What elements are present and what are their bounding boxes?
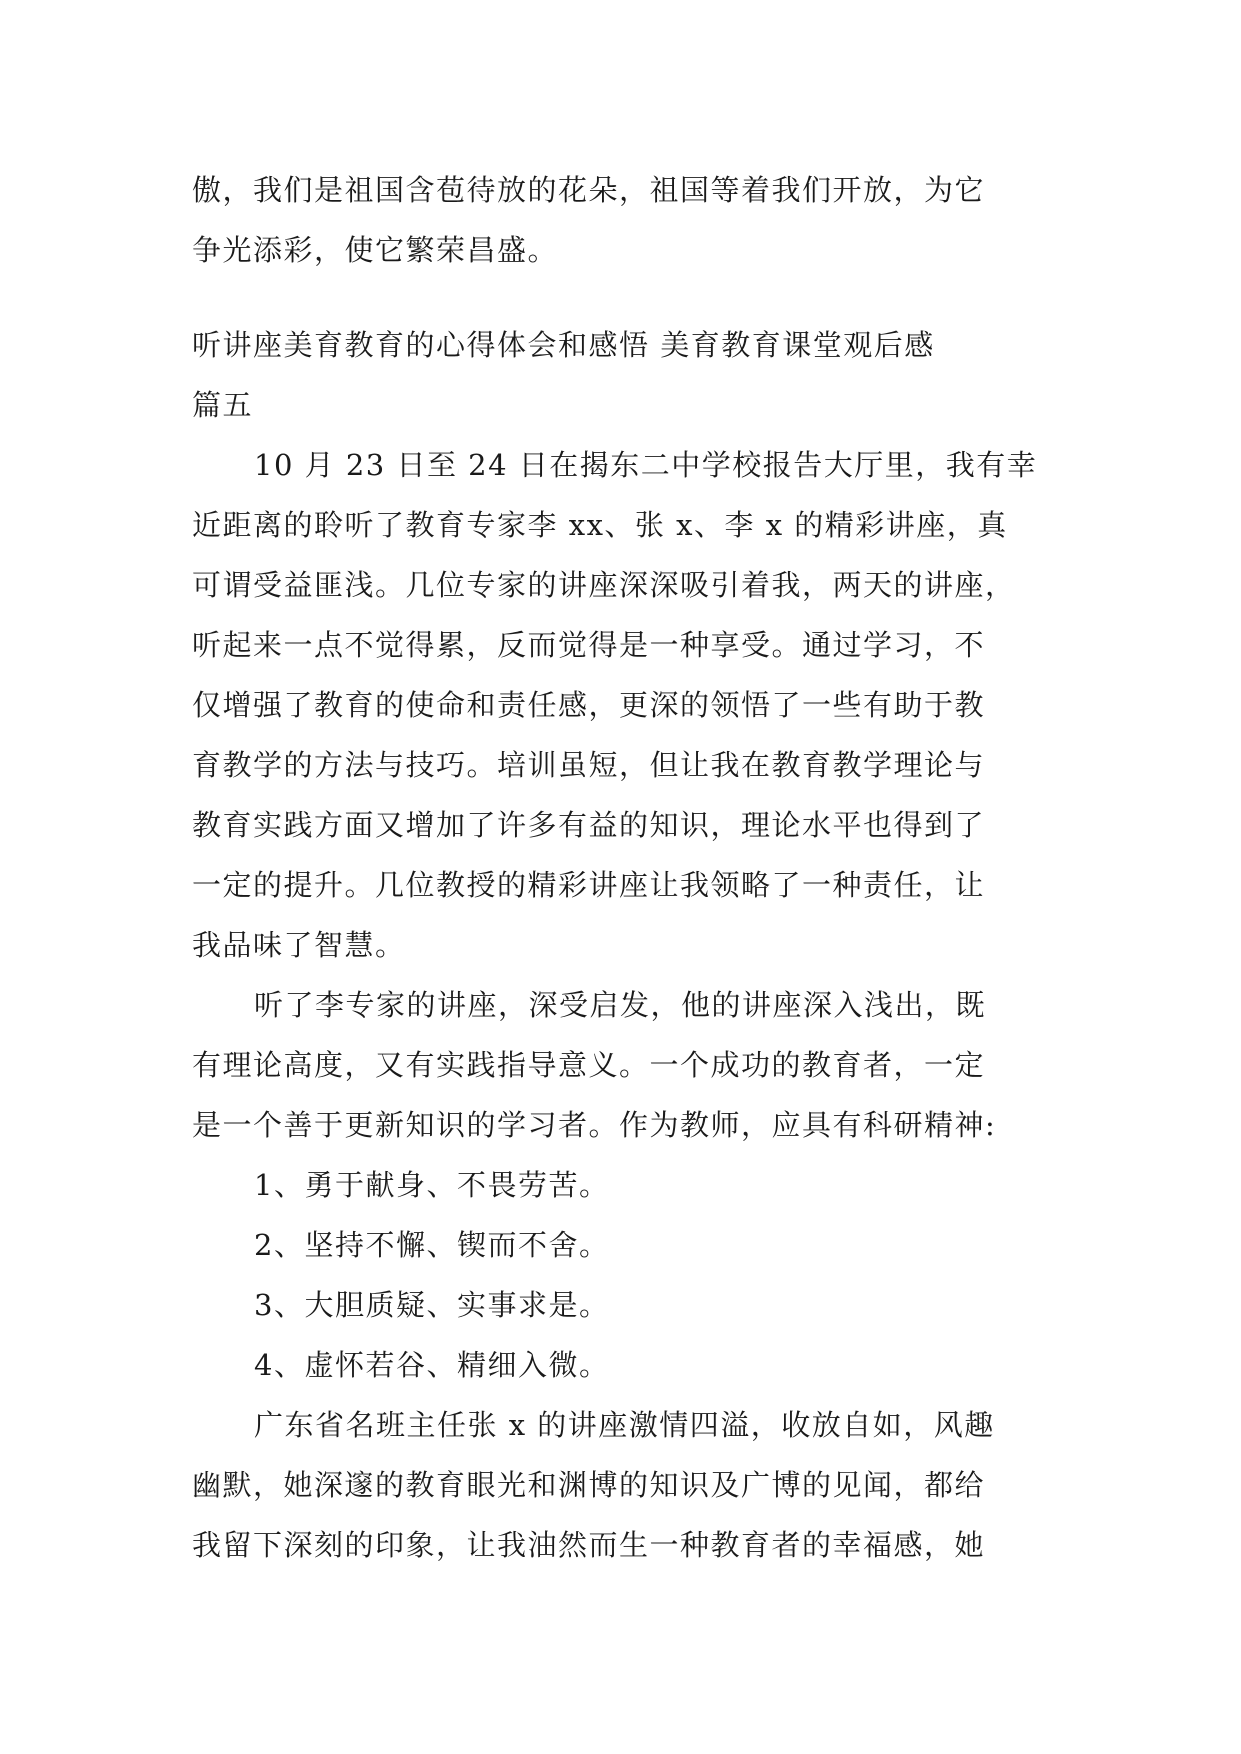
document-page <box>192 160 1052 1575</box>
paragraph3-line-1: 广东省名班主任张 x 的讲座激情四溢，收放自如，风趣 <box>254 1408 995 1442</box>
section-title-line-2: 篇五 <box>192 388 254 422</box>
intro-line-1: 傲，我们是祖国含苞待放的花朵，祖国等着我们开放，为它 <box>192 173 986 207</box>
paragraph3-line-3: 我留下深刻的印象，让我油然而生一种教育者的幸福感，她 <box>192 1528 986 1562</box>
paragraph1-line-8: 一定的提升。几位教授的精彩讲座让我领略了一种责任，让 <box>192 868 986 902</box>
paragraph2-line-3: 是一个善于更新知识的学习者。作为教师，应具有科研精神: <box>192 1108 997 1142</box>
paragraph2-line-1: 听了李专家的讲座，深受启发，他的讲座深入浅出，既 <box>254 988 987 1022</box>
paragraph1-line-7: 教育实践方面又增加了许多有益的知识，理论水平也得到了 <box>192 808 986 842</box>
paragraph3-line-2: 幽默，她深邃的教育眼光和渊博的知识及广博的见闻，都给 <box>192 1468 986 1502</box>
list-item-2: 2、坚持不懈、锲而不舍。 <box>254 1228 610 1262</box>
paragraph1-line-5: 仅增强了教育的使命和责任感，更深的领悟了一些有助于教 <box>192 688 986 722</box>
paragraph1-line-4: 听起来一点不觉得累，反而觉得是一种享受。通过学习，不 <box>192 628 986 662</box>
paragraph1-line-2: 近距离的聆听了教育专家李 xx、张 x、李 x 的精彩讲座，真 <box>192 508 1008 542</box>
paragraph2-line-2: 有理论高度，又有实践指导意义。一个成功的教育者，一定 <box>192 1048 986 1082</box>
paragraph1-line-6: 育教学的方法与技巧。培训虽短，但让我在教育教学理论与 <box>192 748 986 782</box>
section-gap <box>192 280 1052 315</box>
intro-line-2: 争光添彩，使它繁荣昌盛。 <box>192 233 559 267</box>
paragraph1-line-1: 10 月 23 日至 24 日在揭东二中学校报告大厅里，我有幸 <box>254 448 1038 482</box>
paragraph1-line-9: 我品味了智慧。 <box>192 928 406 962</box>
section-title-line-1: 听讲座美育教育的心得体会和感悟 美育教育课堂观后感 <box>192 328 935 362</box>
paragraph1-line-3: 可谓受益匪浅。几位专家的讲座深深吸引着我，两天的讲座， <box>192 568 1016 602</box>
list-item-1: 1、勇于献身、不畏劳苦。 <box>254 1168 610 1202</box>
list-item-4: 4、虚怀若谷、精细入微。 <box>254 1348 610 1382</box>
list-item-3: 3、大胆质疑、实事求是。 <box>254 1288 610 1322</box>
